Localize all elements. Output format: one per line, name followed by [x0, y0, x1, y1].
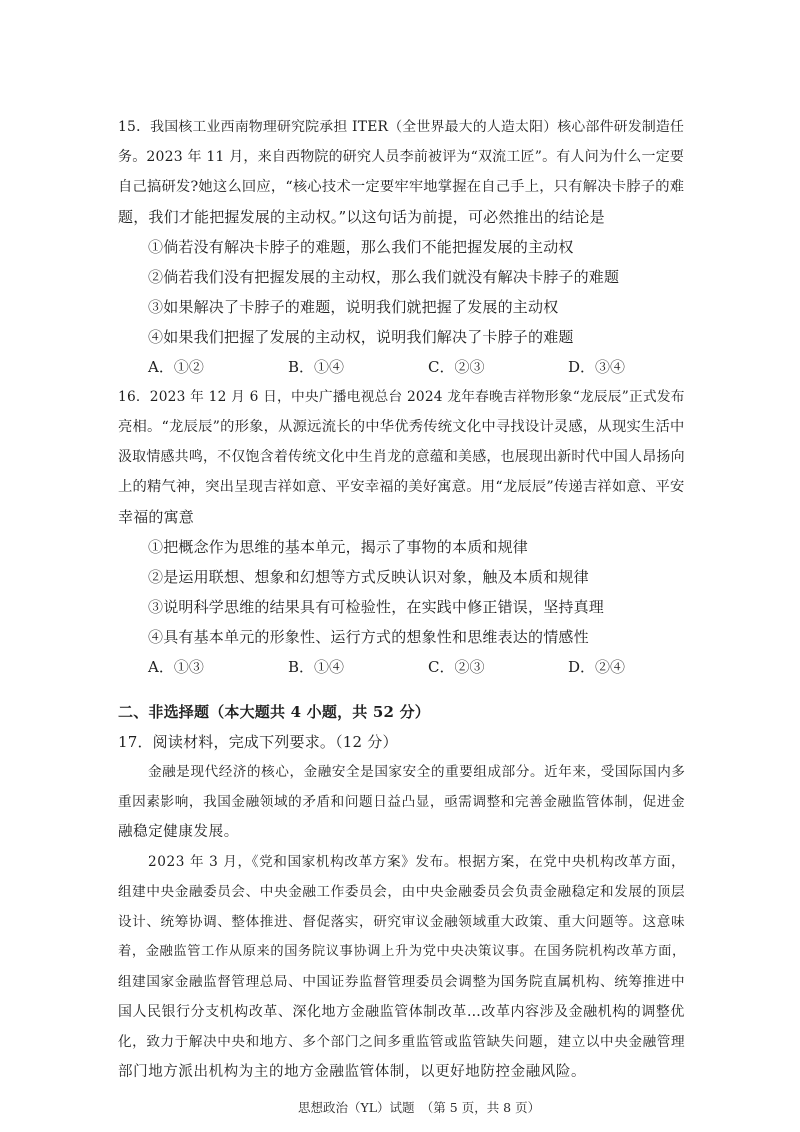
- q17-prompt: 17．阅读材料，完成下列要求。（12 分）: [118, 733, 398, 751]
- q16-option-c: C．②③: [428, 658, 485, 676]
- q15-stem-line-1: 15．我国核工业西南物理研究院承担 ITER（全世界最大的人造太阳）核心部件研发制造任: [118, 119, 685, 135]
- q15-statement-4: ④如果我们把握了发展的主动权，说明我们解决了卡脖子的难题: [148, 328, 574, 346]
- q15-statement-3: ③如果解决了卡脖子的难题，说明我们就把握了发展的主动权: [148, 298, 559, 316]
- q17-material-p2-line-4: 着，金融监管工作从原来的国务院议事协调上升为党中央决策议事。在国务院机构改革方面，: [118, 944, 686, 959]
- q15-option-a: A．①②: [148, 358, 204, 376]
- q15-option-c: C．②③: [428, 358, 485, 376]
- q16-option-b: B．①④: [288, 658, 345, 676]
- q17-material-p2-line-8: 部门地方派出机构为主的地方金融监管体制，以更好地防控金融风险。: [118, 1064, 587, 1080]
- q17-material-p2-line-3: 设计、统筹协调、整体推进、督促落实，研究审议金融领域重大政策、重大问题等。这意味: [118, 914, 686, 930]
- q16-stem-line-3: 汲取情感共鸣，不仅饱含着传统文化中生肖龙的意蕴和美感，也展现出新时代中国人昂扬向: [118, 449, 685, 465]
- q15-stem-line-4: 题，我们才能把握发展的主动权。”以这句话为前提，可必然推出的结论是: [118, 208, 605, 226]
- q16-statement-4: ④具有基本单元的形象性、运行方式的想象性和思维表达的情感性: [148, 628, 589, 646]
- q15-statement-1: ①倘若没有解决卡脖子的难题，那么我们不能把握发展的主动权: [148, 238, 574, 256]
- q15-statement-2: ②倘若我们没有把握发展的主动权，那么我们就没有解决卡脖子的难题: [148, 268, 620, 286]
- q17-material-p2-line-6: 国人民银行分支机构改革、深化地方金融监管体制改革…改革内容涉及金融机构的调整优: [118, 1004, 685, 1020]
- q17-material-p2-line-5: 组建国家金融监督管理总局、中国证券监督管理委员会调整为国务院直属机构、统筹推进中: [118, 974, 686, 990]
- q17-material-p2-line-1: 2023 年 3 月，《党和国家机构改革方案》发布。根据方案，在党中央机构改革方面，: [148, 854, 686, 870]
- q17-material-p1-line-2: 重因素影响，我国金融领域的矛盾和问题日益凸显，亟需调整和完善金融监管体制，促进金: [118, 794, 686, 810]
- q16-stem-line-4: 上的精气神，突出呈现吉祥如意、平安幸福的美好寓意。用“龙辰辰”传递吉祥如意、平安: [118, 479, 685, 495]
- q16-option-d: D．②④: [568, 658, 626, 676]
- q17-material-p2-line-7: 化，致力于解决中央和地方、多个部门之间多重监管或监管缺失问题，建立以中央金融管理: [118, 1034, 686, 1050]
- q16-stem-line-5: 幸福的寓意: [118, 508, 195, 526]
- q17-material-p1-line-3: 融稳定健康发展。: [118, 824, 239, 840]
- page-footer: 思想政治（YL）试题 （第 5 页，共 8 页）: [298, 1100, 541, 1115]
- q15-stem-line-3: 自己搞研发?她这么回应，“核心技术一定要牢牢地掌握在自己手上，只有解决卡脖子的难: [118, 179, 685, 195]
- q15-option-d: D．③④: [568, 358, 626, 376]
- q16-option-a: A．①③: [148, 658, 204, 676]
- q15-option-b: B．①④: [288, 358, 345, 376]
- q16-statement-1: ①把概念作为思维的基本单元，揭示了事物的本质和规律: [148, 538, 529, 556]
- q16-statement-2: ②是运用联想、想象和幻想等方式反映认识对象，触及本质和规律: [148, 568, 589, 586]
- q17-material-p1-line-1: 金融是现代经济的核心，金融安全是国家安全的重要组成部分。近年来，受国际国内多: [148, 764, 686, 780]
- q16-stem-line-1: 16．2023 年 12 月 6 日，中央广播电视总台 2024 龙年春晚吉祥物形象“龙辰辰”正式发布: [118, 389, 685, 405]
- section-2-heading: 二、非选择题（本大题共 4 小题，共 52 分）: [118, 703, 431, 721]
- q15-stem-line-2: 务。2023 年 11 月，来自西物院的研究人员李前被评为“双流工匠”。有人问为什么一定要: [118, 149, 685, 165]
- q17-material-p2-line-2: 组建中央金融委员会、中央金融工作委员会，由中央金融委员会负责金融稳定和发展的顶层: [118, 884, 686, 900]
- q16-statement-3: ③说明科学思维的结果具有可检验性，在实践中修正错误，坚持真理: [148, 598, 605, 616]
- q16-stem-line-2: 亮相。“龙辰辰”的形象，从源远流长的中华优秀传统文化中寻找设计灵感，从现实生活中: [118, 419, 685, 435]
